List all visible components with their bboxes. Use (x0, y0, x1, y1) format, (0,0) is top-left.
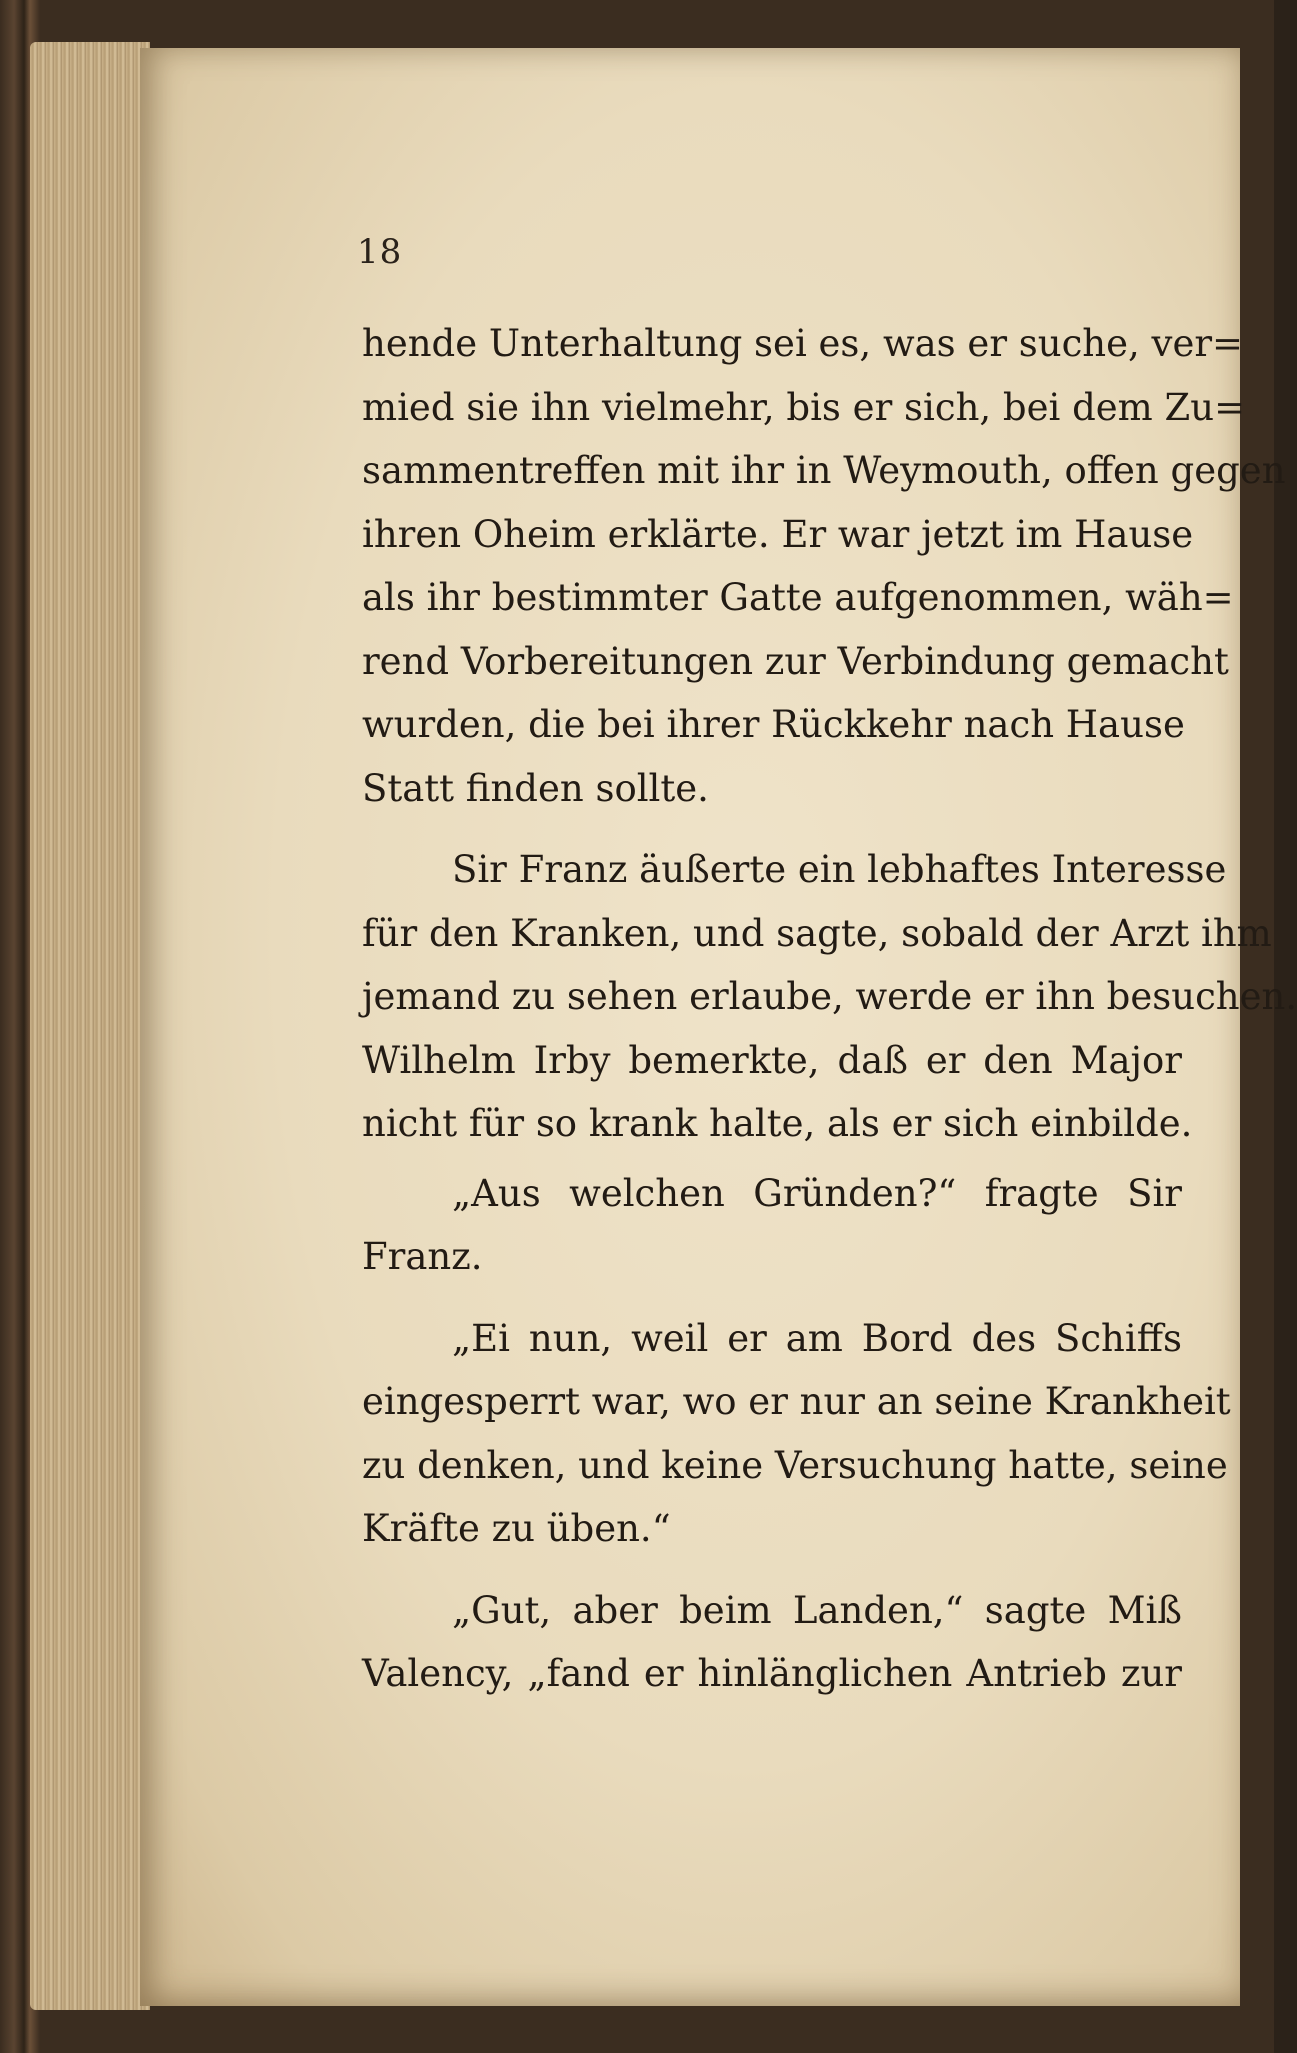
page-number: 18 (357, 232, 403, 272)
paragraph-start: „Ei nun, weil er am Bord des Schiffs (452, 1316, 1182, 1360)
text-line: eingesperrt war, wo er nur an seine Krankheit (362, 1380, 1231, 1423)
text-line: Kräfte zu üben.“ (362, 1507, 671, 1550)
text-line: für den Kranken, und sagte, sobald der Arzt ihm (362, 911, 1272, 955)
text-line: mied sie ihn vielmehr, bis er sich, bei dem Zu= (362, 385, 1246, 429)
paragraph-start: „Gut, aber beim Landen,“ sagte Miß (452, 1588, 1182, 1632)
text-line: Wilhelm Irby bemerkte, daß er den Major (362, 1038, 1182, 1082)
paragraph-start: „Aus welchen Gründen?“ fragte Sir (452, 1171, 1182, 1215)
page-edges (30, 42, 150, 2010)
text-line: sammentreffen mit ihr in Weymouth, offen gegen (362, 449, 1286, 492)
text-line: wurden, die bei ihrer Rückkehr nach Hause (362, 703, 1185, 746)
text-line: rend Vorbereitungen zur Verbindung gemacht (362, 639, 1229, 683)
text-line: ihren Oheim erklärte. Er war jetzt im Hause (362, 512, 1194, 556)
text-line: Franz. (362, 1235, 483, 1278)
body-text (362, 312, 1297, 1706)
text-line: zu denken, und keine Versuchung hatte, seine (362, 1443, 1228, 1487)
text-line: nicht für so krank halte, als er sich einbilde. (362, 1102, 1193, 1145)
text-line: Statt finden sollte. (362, 766, 709, 810)
paragraph-start: Sir Franz äußerte ein lebhaftes Interesse (452, 848, 1227, 891)
text-line: hende Unterhaltung sei es, was er suche, ver= (362, 322, 1244, 365)
text-line: Valency, „fand er hinlänglichen Antrieb zur (362, 1652, 1182, 1695)
text-line: jemand zu sehen erlaube, werde er ihn besuchen. (362, 975, 1297, 1018)
text-line: als ihr bestimmter Gatte aufgenommen, wäh= (362, 576, 1234, 619)
